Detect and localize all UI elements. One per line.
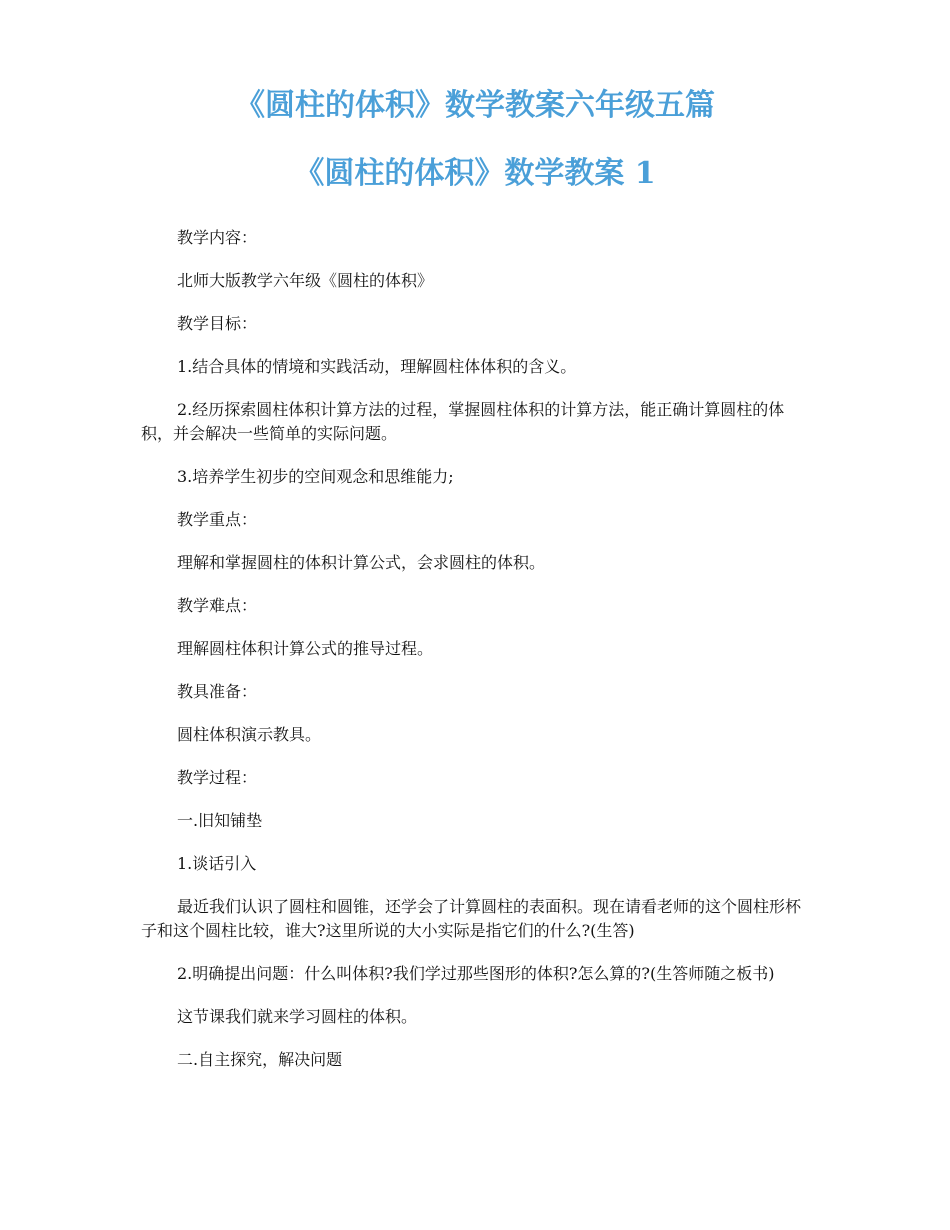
paragraph-question: 2.明确提出问题：什么叫体积?我们学过那些图形的体积?怎么算的?(生答师随之板书) (177, 964, 775, 983)
paragraph-section-two: 二.自主探究，解决问题 (177, 1050, 343, 1069)
paragraph-objective-2: 2.经历探索圆柱体积计算方法的过程，掌握圆柱体积的计算方法，能正确计算圆柱的体积，并会解决一些简单的实际问题。 (141, 400, 785, 443)
paragraph-difficulties-label: 教学难点： (177, 596, 258, 615)
paragraph-key-points-label: 教学重点： (177, 510, 258, 529)
paragraph-textbook: 北师大版教学六年级《圆柱的体积》 (177, 271, 434, 290)
paragraph-section-one: 一.旧知铺垫 (177, 811, 263, 830)
paragraph-process-label: 教学过程： (177, 768, 258, 787)
paragraph-materials-label: 教具准备： (177, 682, 258, 701)
paragraph-objectives-label: 教学目标： (177, 314, 258, 333)
paragraph-key-points: 理解和掌握圆柱的体积计算公式，会求圆柱的体积。 (177, 553, 546, 572)
paragraph-intro-talk: 1.谈话引入 (177, 854, 257, 873)
document-body (141, 226, 811, 1091)
paragraph-intro-content: 最近我们认识了圆柱和圆锥，还学会了计算圆柱的表面积。现在请看老师的这个圆柱形杯子和这个圆柱比较，谁大?这里所说的大小实际是指它们的什么?(生答) (141, 897, 802, 940)
paragraph-objective-1: 1.结合具体的情境和实践活动，理解圆柱体体积的含义。 (177, 357, 577, 376)
paragraph-lesson-topic: 这节课我们就来学习圆柱的体积。 (177, 1007, 418, 1026)
paragraph-materials: 圆柱体积演示教具。 (177, 725, 322, 744)
paragraph-objective-3: 3.培养学生初步的空间观念和思维能力; (177, 467, 454, 486)
paragraph-teaching-content-label: 教学内容： (177, 228, 258, 247)
document-title: 《圆柱的体积》数学教案六年级五篇 (235, 88, 715, 123)
paragraph-difficulties: 理解圆柱体积计算公式的推导过程。 (177, 639, 434, 658)
section-title: 《圆柱的体积》数学教案 1 (294, 156, 656, 191)
